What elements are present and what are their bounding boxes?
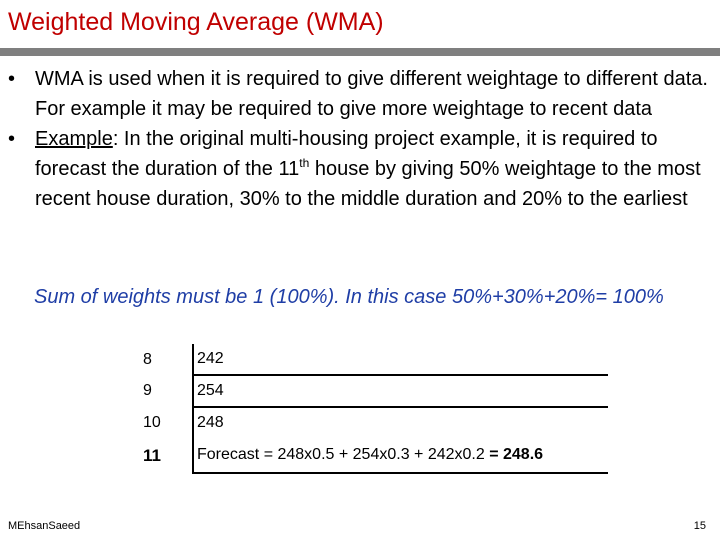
forecast-house-cell: 11: [143, 445, 161, 465]
page-number: 15: [693, 520, 706, 532]
table-row: [126, 344, 608, 375]
forecast-equals: =: [484, 446, 503, 463]
bullet-icon: •: [8, 68, 16, 90]
house-number-cell: 10: [143, 413, 161, 431]
bullet-text: WMA is used when it is required to give different weightage to different data. For example it may be required to give more weightage to recent data: [35, 68, 708, 120]
house-number-cell: 8: [143, 350, 152, 368]
forecast-formula: Forecast = 248x0.5 + 254x0.3 + 242x0.2: [197, 446, 485, 463]
footer-author: MEhsanSaeed: [8, 520, 81, 532]
bullet-item: [8, 64, 708, 124]
bullet-list: [8, 64, 708, 214]
house-number-cell: 9: [143, 382, 152, 399]
duration-cell: 254: [193, 375, 608, 407]
table-row: [126, 375, 608, 407]
title-divider: [0, 48, 720, 56]
ordinal-suffix: th: [299, 156, 310, 170]
bullet-icon: •: [8, 128, 16, 150]
table-row: [126, 407, 608, 438]
bullet-text-continued: house by giving 50% weightage to the most recent house duration, 30% to the middle duration and 20% to the earliest: [35, 158, 701, 210]
house-duration-table: [126, 344, 608, 474]
forecast-result: 248.6: [503, 446, 544, 463]
forecast-row: [126, 438, 608, 473]
duration-cell: 248: [193, 407, 608, 438]
duration-cell: 242: [193, 344, 608, 375]
slide-title: Weighted Moving Average (WMA): [8, 8, 384, 36]
forecast-cell: [193, 438, 608, 473]
bullet-text: : In the original multi-housing project example, it is required to forecast the duration of the 11: [35, 128, 658, 180]
weights-note: Sum of weights must be 1 (100%). In this case 50%+30%+20%= 100%: [34, 286, 664, 308]
example-label: Example: [35, 128, 113, 150]
bullet-item: [8, 124, 708, 214]
